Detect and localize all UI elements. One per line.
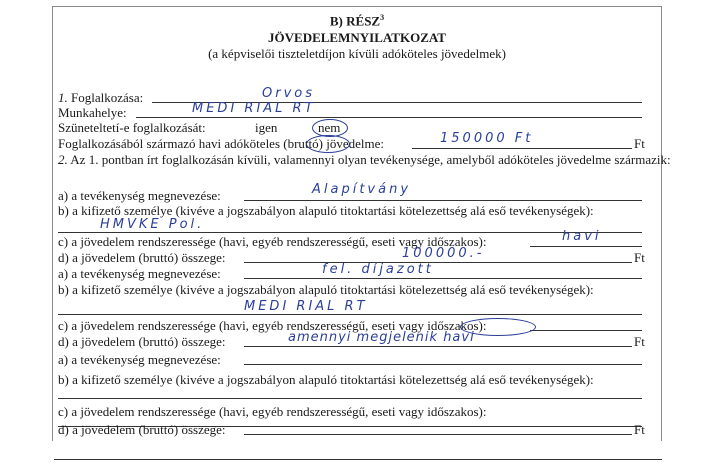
activity-line-1 [244,200,642,201]
payer-value-1[interactable]: HMVKE Pol. [100,217,205,232]
regularity-label-2: c) a jövedelem rendszeressége (havi, egyéb rendszerességű, eseti vagy időszakos): [58,318,487,333]
income-label: Foglalkozásából származó havi adóköteles (bruttó) jövedelme: [58,136,384,151]
payer-line-3 [58,398,642,399]
suspended-label: Szüneteltetí-e foglalkozását: [58,120,206,135]
amount-label-1: d) a jövedelem (bruttó) összege: [58,250,226,265]
payer-label-2: b) a kifizető személye (kivéve a jogszabályon alapuló titoktartási kötelezettség alá eső tevékenységek): [58,282,594,297]
form-subtitle: (a képviselői tiszteletdíjon kívüli adóköteles jövedelmek) [208,46,506,61]
section2-intro [58,152,671,167]
occupation-label: Foglalkozása: [71,90,144,105]
brutto-circle-mark [306,135,350,153]
section2-intro-text: Az 1. pontban írt foglalkozásán kívüli, valamennyi olyan tevékenysége, amelyből adóköteles jövedelme származik: [70,152,671,167]
footnote-separator [54,459,662,460]
activity-value-1[interactable]: Alapítvány [312,182,412,197]
payer-label-1: b) a kifizető személye (kivéve a jogszabályon alapuló titoktartási kötelezettség alá eső tevékenységek): [58,203,594,218]
section2-number: 2. [58,152,68,167]
amount-label-3: d) a jövedelem (bruttó) összege: [58,422,226,437]
amount-line-1 [244,262,632,263]
workplace-value[interactable]: MEDI RIAL RT [192,101,316,116]
part-label: B) RÉSZ [329,13,381,29]
regularity-line-2 [530,330,642,331]
form-title: JÖVEDELEMNYILATKOZAT [268,30,446,45]
amount-label-2: d) a jövedelem (bruttó) összege: [58,334,226,349]
suspended-row [58,120,206,135]
option-yes[interactable]: igen [255,120,278,135]
part-heading [52,13,662,29]
activity-label-2: a) a tevékenység megnevezése: [58,266,221,281]
activity-line-3 [244,364,642,365]
income-value[interactable]: 150000 Ft [440,131,534,146]
occupation-row [58,90,143,105]
activity-value-2[interactable]: fel. díjazott [322,262,434,277]
workplace-label: Munkahelye: [58,105,127,120]
regularity-line-1 [530,246,642,247]
amount-currency-2: Ft [634,334,645,349]
occupation-value[interactable]: Orvos [262,86,315,101]
workplace-line [136,117,642,118]
income-currency: Ft [634,136,645,151]
payer-line-2 [58,314,642,315]
activity-label-3: a) a tevékenység megnevezése: [58,352,221,367]
activity-label-1: a) a tevékenység megnevezése: [58,188,221,203]
section1-number: 1. [58,90,68,105]
regularity-label-1: c) a jövedelem rendszeressége (havi, egyéb rendszerességű, eseti vagy időszakos): [58,234,487,249]
regularity-label-3: c) a jövedelem rendszeressége (havi, egyéb rendszerességű, eseti vagy időszakos): [58,404,487,419]
activity-line-2 [244,278,642,279]
footnote-ref: 3 [380,13,385,22]
amount-currency-1: Ft [634,250,645,265]
option-no[interactable]: nem [318,120,341,135]
regularity-value-1[interactable]: havi [562,229,602,244]
payer-value-2[interactable]: MEDI RIAL RT [244,299,368,314]
amount-currency-3: Ft [634,422,645,437]
payer-line-1 [58,232,642,233]
income-line [412,148,632,149]
payer-label-3: b) a kifizető személye (kivéve a jogszabályon alapuló titoktartási kötelezettség alá eső tevékenységek): [58,372,594,387]
amount-value-2[interactable]: amennyi megjelenik havi [288,330,475,345]
amount-line-3 [244,434,632,435]
amount-line-2 [244,346,632,347]
amount-value-1[interactable]: 100000.- [402,246,485,261]
